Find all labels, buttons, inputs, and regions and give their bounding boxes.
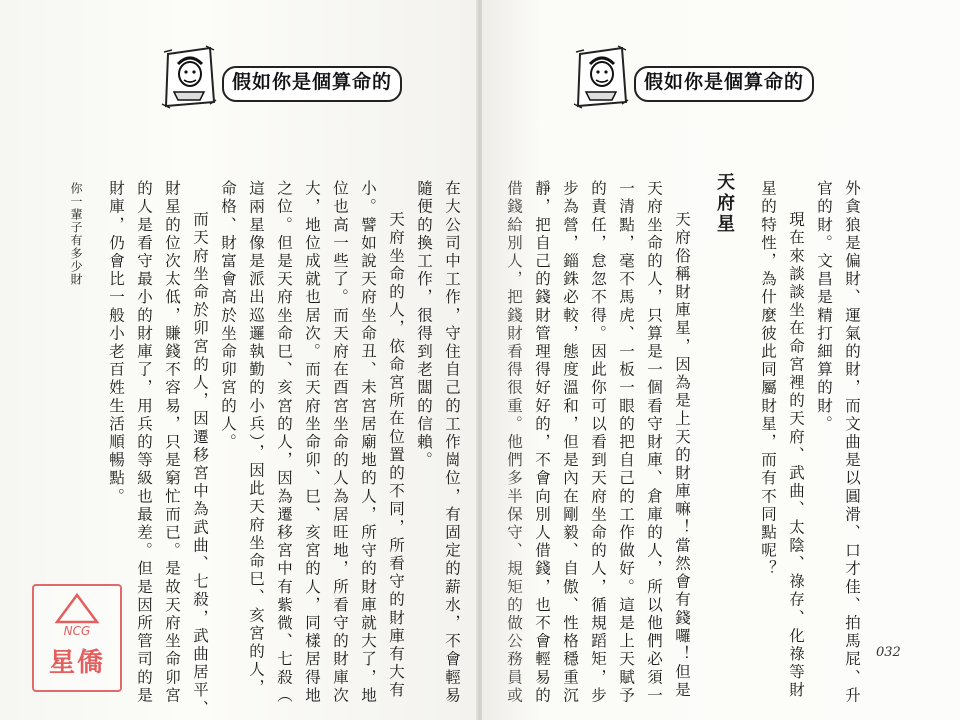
text-column: 的責任，怠忽不得。因此你可以看到天府坐命的人，循規蹈矩，步 xyxy=(589,180,607,705)
publisher-stamp xyxy=(32,584,122,692)
right-running-header xyxy=(572,44,805,114)
fortune-teller-face-icon xyxy=(572,44,630,110)
text-column: 財庫，仍會比一般小老百姓生活順暢點。 xyxy=(107,180,125,506)
text-column: 這兩星像是派出巡邏執勤的小兵），因此天府坐命巳、亥宮的人， xyxy=(247,180,265,698)
text-column: 靜，把自己的錢財管理得好好的，不會向別人借錢，也不會輕易的 xyxy=(533,180,551,705)
text-column: 步為營，錙銖必較，態度溫和，但是內在剛毅、自傲、性格穩重沉 xyxy=(561,180,579,705)
page-footnote: 你一輩子有多少財 xyxy=(69,182,83,286)
text-column: 的人是看守最小的財庫了，用兵的等級也最差。但是因所管司的是 xyxy=(135,180,153,705)
triangle-icon xyxy=(54,592,100,624)
text-column: 天府俗稱財庫星，因為是上天的財庫嘛！當然會有錢囉！但是 xyxy=(673,211,691,700)
text-column: 外貪狼是偏財、運氣的財，而文曲是以圓滑、口才佳、拍馬屁、升 xyxy=(843,180,861,705)
text-column: 天府坐命的人，依命宮所在位置的不同，所看守的財庫有大有 xyxy=(387,211,405,700)
text-column: 借錢給別人，把錢財看得很重。他們多半保守、規矩的做公務員或 xyxy=(505,180,523,705)
text-column: 官的財。文昌是精打細算的財。 xyxy=(815,180,833,434)
stamp-initials: NCG xyxy=(63,624,91,638)
text-column: 之位。但是天府坐命巳、亥宮的人，因為遷移宮中有紫微、七殺（ xyxy=(275,180,293,705)
text-column: 現在來談談坐在命宮裡的天府、武曲、太陰、祿存、化祿等財 xyxy=(787,211,805,700)
text-column: 而天府坐命於卯宮的人，因遷移宮中為武曲、七殺，武曲居平、 xyxy=(191,211,209,718)
text-column: 一清點，毫不馬虎、一板一眼的把自己的工作做好。這是上天賦予 xyxy=(617,180,635,705)
section-heading: 天府星 xyxy=(714,172,735,235)
text-column: 位也高一些了。而天府在酉宮坐命的人為居旺地，所看守的財庫次 xyxy=(331,180,349,705)
text-column: 命格、財富會高於坐命卯宮的人。 xyxy=(219,180,237,452)
header-title: 假如你是個算命的 xyxy=(222,66,402,102)
page-number: 032 xyxy=(876,645,901,660)
header-title: 假如你是個算命的 xyxy=(634,66,814,102)
left-running-header xyxy=(160,44,393,114)
text-column: 小。譬如說天府坐命丑、未宮居廟地的人，所守的財庫就大了，地 xyxy=(359,180,377,705)
text-column: 在大公司中工作，守住自己的工作崗位，有固定的薪水，不會輕易 xyxy=(443,180,461,705)
text-column: 天府坐命的人，只算是一個看守財庫、倉庫的人，所以他們必須一 xyxy=(645,180,663,705)
text-column: 大，地位成就也居次。而天府坐命卯、巳、亥宮的人，同樣居得地 xyxy=(303,180,321,705)
fortune-teller-face-icon xyxy=(160,44,218,110)
text-column: 財星的位次太低，賺錢不容易，只是窮忙而已。是故天府坐命卯宮 xyxy=(163,180,181,705)
text-column: 隨便的換工作，很得到老闆的信賴。 xyxy=(415,180,433,470)
text-column: 星的特性，為什麼彼此同屬財星，而有不同點呢？ xyxy=(759,180,777,579)
stamp-name: 星僑 xyxy=(48,648,105,678)
